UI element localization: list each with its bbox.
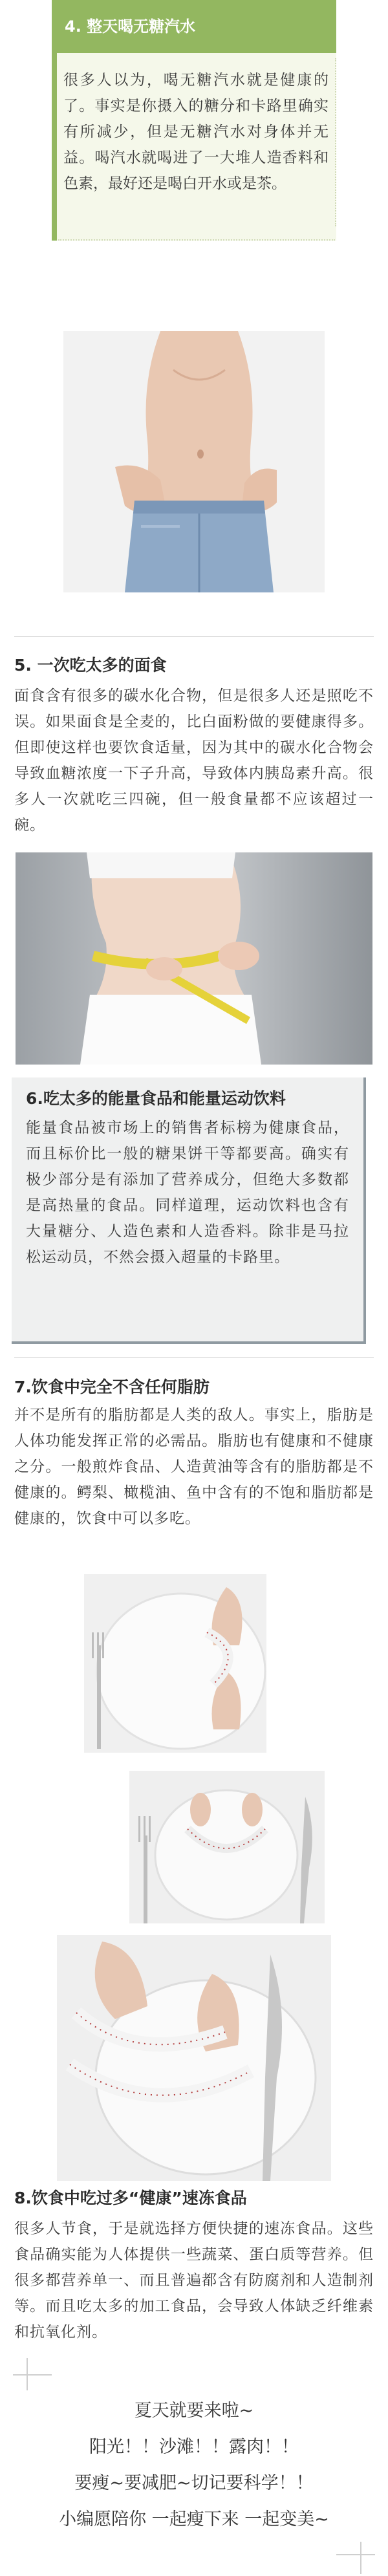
section-5-title: 5. 一次吃太多的面食 [14, 656, 167, 675]
section-7-divider [14, 1357, 374, 1358]
plate-fork-knife-photo [129, 1771, 325, 1923]
section-7-title: 7.饮食中完全不含任何脂肪 [14, 1378, 210, 1396]
section-4-title: 4. 整天喝无糖汽水 [65, 17, 196, 36]
section-8-title: 8.饮食中吃过多“健康”速冻食品 [14, 2189, 247, 2207]
section-8-text: 很多人节食，于是就选择方便快捷的速冻食品。这些食品确实能为人体提供一些蔬菜、蛋白质等营养。但很多都营养单一、而且普遍都含有防腐剂和人造制剂等。而且吃太多的加工食品，会导致人体缺乏纤维素和抗氧化剂。 [14, 2220, 374, 2341]
tip-box-6-right-border [363, 1077, 366, 1343]
tape-measure-hands-photo [84, 1574, 266, 1753]
tip-box-4-dotted-bottom [58, 239, 335, 241]
measuring-waist-photo [16, 852, 372, 1065]
closing-line-2: 阳光！！沙滩！！露肉！！ [89, 2437, 299, 2457]
section-5-divider [14, 636, 374, 637]
tip-box-4-left-bar [52, 53, 57, 241]
closing-line-3: 要瘦~要减肥~切记要科学！！ [74, 2473, 314, 2493]
section-4-text: 很多人以为，喝无糖汽水就是健康的了。事实是你摄入的糖分和卡路里确实有所减少，但是无糖汽水对身体并无益。喝汽水就喝进了一大堆人造香料和色素，最好还是喝白开水或是茶。 [63, 72, 329, 192]
corner-mark-left [13, 2358, 52, 2390]
waist-jeans-photo [63, 331, 325, 592]
corner-mark-right [336, 2542, 375, 2574]
tip-box-6-bottom-border [12, 1341, 366, 1344]
section-5-text: 面食含有很多的碳水化合物，但是很多人还是照吃不误。如果面食是全麦的，比白面粉做的要健康得多。但即使这样也要饮食适量，因为其中的碳水化合物会导致血糖浓度一下子升高，导致体内胰岛素升高。很多人一次就吃三四碗，但一般食量都不应该超过一碗。 [14, 687, 374, 834]
tape-wrapped-hands-photo [57, 1935, 331, 2181]
closing-line-4: 小编愿陪你 一起瘦下来 一起变美~ [59, 2509, 329, 2529]
tip-box-4-dotted-right [335, 58, 336, 226]
closing-line-1: 夏天就要来啦~ [134, 2401, 254, 2421]
section-6-title: 6.吃太多的能量食品和能量运动饮料 [26, 1089, 286, 1108]
section-6-text: 能量食品被市场上的销售者标榜为健康食品，而且标价比一般的糖果饼干等都要高。确实有极少部分是有添加了营养成分，但绝大多数都是高热量的食品。同样道理，运动饮料也含有大量糖分、人造色素和人造香料。除非是马拉松运动员，不然会摄入超量的卡路里。 [26, 1120, 349, 1266]
section-7-text: 并不是所有的脂肪都是人类的敌人。事实上，脂肪是人体功能发挥正常的必需品。脂肪也有健康和不健康之分。一般煎炸食品、人造黄油等含有的脂肪都是不健康的。鳄梨、橄榄油、鱼中含有的不饱和脂肪都是健康的，饮食中可以多吃。 [14, 1407, 374, 1527]
